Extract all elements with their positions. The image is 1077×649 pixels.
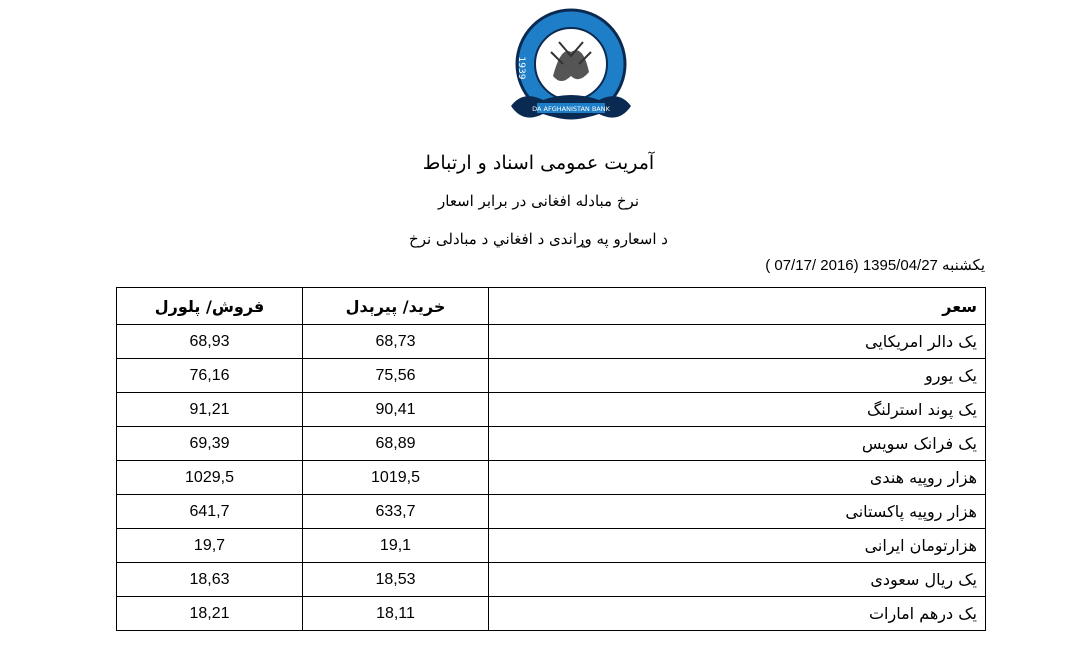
currency-name: یک فرانک سویس [489,427,986,461]
sell-rate: 76,16 [117,359,303,393]
table-row [117,325,986,359]
exchange-rate-table [116,287,986,631]
currency-name: هزار روپیه پاکستانی [489,495,986,529]
buy-rate: 75,56 [303,359,489,393]
report-date: یکشنبه 1395/04/27 (2016 /07/17 ) [765,257,985,274]
sell-rate: 69,39 [117,427,303,461]
currency-name: هزارتومان ایرانی [489,529,986,563]
buy-rate: 18,53 [303,563,489,597]
table-row [117,563,986,597]
subtitle-dari: نرخ مبادله افغانی در برابر اسعار [438,192,639,210]
sell-header: فروش/ پلورل [117,288,303,325]
table-row [117,393,986,427]
currency-name: یک یورو [489,359,986,393]
currency-name: یک درهم امارات [489,597,986,631]
table-row [117,461,986,495]
table-row [117,529,986,563]
buy-rate: 1019,5 [303,461,489,495]
currency-name: هزار روپیه هندی [489,461,986,495]
buy-rate: 18,11 [303,597,489,631]
buy-rate: 90,41 [303,393,489,427]
page-title: آمریت عمومی اسناد و ارتباط [422,152,655,174]
bank-logo [503,6,639,134]
table-row [117,427,986,461]
sell-rate: 68,93 [117,325,303,359]
sell-rate: 91,21 [117,393,303,427]
logo-bank-name: DA AFGHANISTAN BANK [532,105,610,113]
buy-rate: 633,7 [303,495,489,529]
sell-rate: 18,21 [117,597,303,631]
logo-year: 1939 [516,56,526,80]
table-row [117,495,986,529]
currency-header: سعر [489,288,986,325]
sell-rate: 1029,5 [117,461,303,495]
currency-name: یک پوند استرلنگ [489,393,986,427]
currency-name: یک ریال سعودی [489,563,986,597]
buy-rate: 68,73 [303,325,489,359]
table-row [117,359,986,393]
sell-rate: 18,63 [117,563,303,597]
buy-rate: 19,1 [303,529,489,563]
currency-name: یک دالر امریکایی [489,325,986,359]
subtitle-pashto: د اسعارو په وړاندی د افغاني د مبادلی نرخ [409,230,668,248]
sell-rate: 19,7 [117,529,303,563]
buy-header: خرید/ پیرېدل [303,288,489,325]
table-row [117,597,986,631]
buy-rate: 68,89 [303,427,489,461]
sell-rate: 641,7 [117,495,303,529]
table-header-row [117,288,986,325]
